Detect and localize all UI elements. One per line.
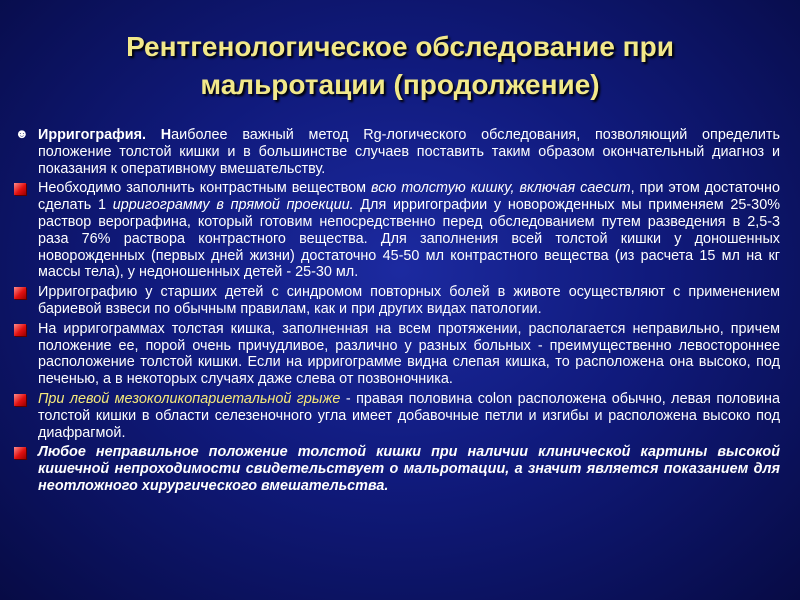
conclusion-text-1: Любое неправильное положение толстой кишки при наличии клинической картины высокой кишечной непроходимости свидетельствует о xyxy=(38,444,780,478)
irrigograms-text: На ирригограммах толстая кишка, заполненная на всем протяжении, располагается неправильно, причем положение ее, порой очень причудливое, различно у разных больных - преимущественно левостороннее расположение толстой кишки. Если на ирригограмме видна слепая кишка, то расположена она высоко, под печенью, а в некоторых случаях даже слева от позвоночника. xyxy=(38,320,780,388)
red-square-bullet-icon xyxy=(14,183,26,195)
irrigography-text: аиболее важный метод Rg-логического обследования, позволяющий определить положение толстой кишки и в большинстве случаев поставить таким образом окончательный диагноз и показания к оперативному вмешательству. xyxy=(38,127,780,177)
contrast-text-2: , при этом достаточно сделать 1 xyxy=(38,180,780,214)
slide-title xyxy=(40,28,760,104)
conclusion-malrotation: мальротации xyxy=(403,461,506,478)
red-square-bullet-icon xyxy=(14,287,26,299)
bullet-list xyxy=(14,127,780,498)
contrast-italic-1: всю толстую кишку, включая caecum xyxy=(371,180,631,197)
irrigography-term: Ирригография. Н xyxy=(38,127,172,143)
contrast-text-3: Для ирригографии у новорожденных мы применяем 25-30% раствор верографина, который готовим непосредственно перед обследованием путем разведения в 2,5-3 раза 76% раствора контрастного вещества. Для заполнения всей толстой кишки у доношенных новорожденных (первых дней жизни) достаточно 45-50 мл контрастного вещества (из расчета 15 мл на кг массы тела), у недоношенных детей - 25-30 мл. xyxy=(38,197,780,281)
left-hernia-highlight: При левой мезоколикопариетальной грыже xyxy=(38,390,341,407)
bullet-item-irrigography xyxy=(14,127,780,177)
bullet-item-conclusion xyxy=(14,444,780,494)
bullet-item-contrast-filling xyxy=(14,180,780,281)
conclusion-text-2: , а значит является показанием для неотложного хирургического вмешательства. xyxy=(38,461,780,494)
contrast-text-1: Необходимо заполнить контрастным веществом xyxy=(38,180,372,197)
smiley-bullet-icon: ☻ xyxy=(15,126,29,141)
bullet-item-older-children xyxy=(14,284,780,318)
left-hernia-text: - правая половина colon расположена обычно, левая половина толстой кишки в области селезеночного угла имеет добавочные петли и изгибы и расположена высоко под диафрагмой. xyxy=(38,390,780,441)
older-children-text: Ирригографию у старших детей с синдромом повторных болей в животе осуществляют с применением бариевой взвеси по обычным правилам, как и при других видах патологии. xyxy=(38,284,780,317)
contrast-italic-2: ирригограмму в прямой проекции. xyxy=(112,197,354,214)
title-line-1: Рентгенологическое обследование при xyxy=(126,31,674,62)
bullet-item-irrigograms xyxy=(14,321,780,388)
title-line-2: мальротации (продолжение) xyxy=(200,69,600,100)
red-square-bullet-icon xyxy=(14,324,26,336)
red-square-bullet-icon xyxy=(14,394,26,406)
red-square-bullet-icon xyxy=(14,447,26,459)
bullet-item-left-hernia xyxy=(14,391,780,441)
